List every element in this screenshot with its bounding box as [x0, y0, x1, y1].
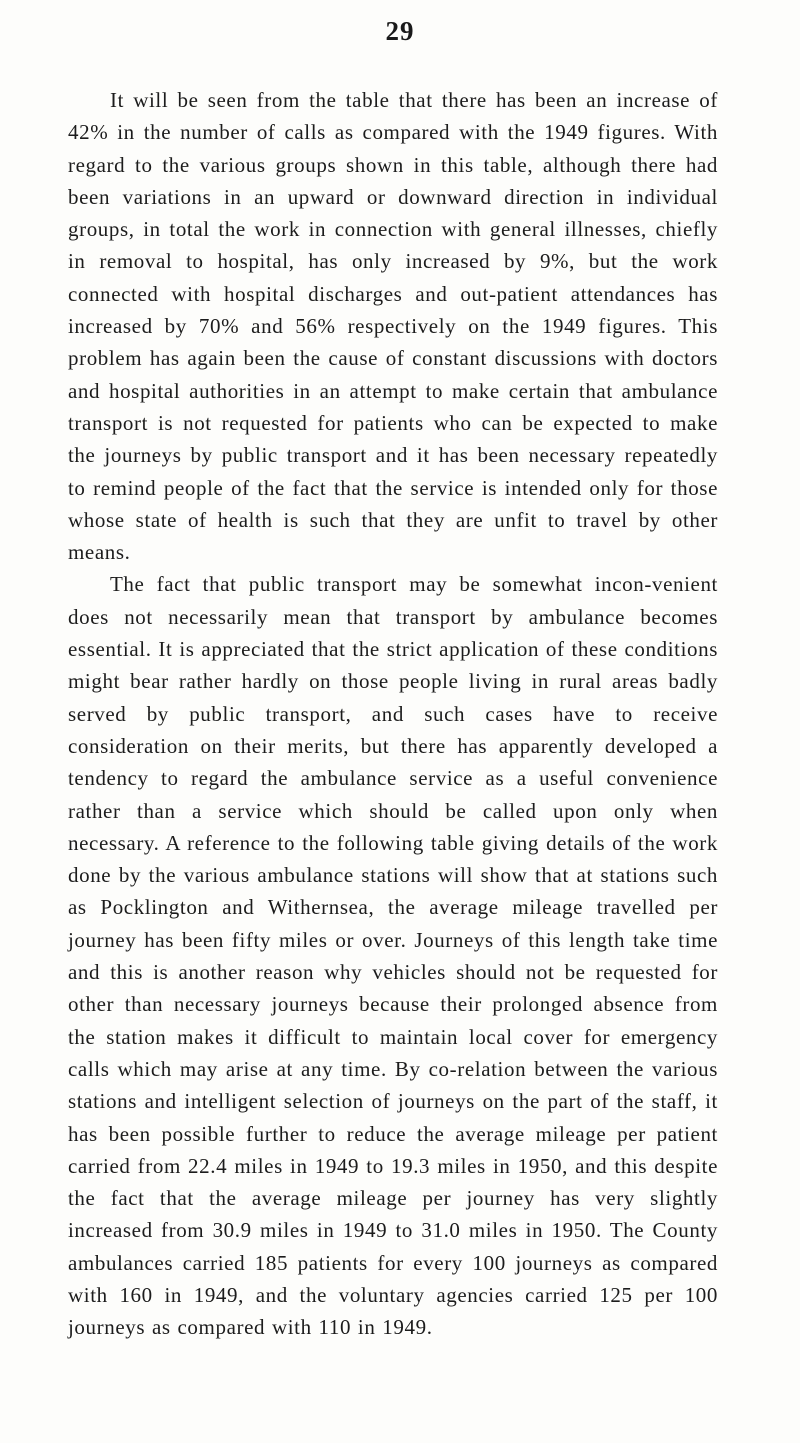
page-number: 29	[385, 16, 415, 46]
paragraph-1: It will be seen from the table that there has been an increase of 42% in the number of calls as compared with the 1949 figures. With regard to the various groups shown in this table, although there had been variations in an upward or downward direction in individual groups, in total the work in connection with general illnesses, chiefly in removal to hospital, has only increased by 9%, but the work connected with hospital discharges and out-patient attendances has increased by 70% and 56% respectively on the 1949 figures. This problem has again been the cause of constant discussions with doctors and hospital authorities in an attempt to make certain that ambulance transport is not requested for patients who can be expected to make the journeys by public transport and it has been necessary repeatedly to remind people of the fact that the service is intended only for those whose state of health is such that they are unfit to travel by other means.	[68, 88, 718, 565]
paragraph-2: The fact that public transport may be somewhat incon-venient does not necessarily mean that transport by ambulance becomes essential. It is appreciated that the strict application of these conditions might bear rather hardly on those people living in rural areas badly served by public transport, and such cases have to receive consideration on their merits, but there has apparently developed a tendency to regard the ambulance service as a useful convenience rather than a service which should be called upon only when necessary. A reference to the following table giving details of the work done by the various ambulance stations will show that at stations such as Pocklington and Withernsea, the average mileage travelled per journey has been fifty miles or over. Journeys of this length take time and this is another reason why vehicles should not be requested for other than necessary journeys because their prolonged absence from the station makes it difficult to maintain local cover for emergency calls which may arise at any time. By co-relation between the various stations and intelligent selection of journeys on the part of the staff, it has been possible further to reduce the average mileage per patient carried from 22.4 miles in 1949 to 19.3 miles in 1950, and this despite the fact that the average mileage per journey has very slightly increased from 30.9 miles in 1949 to 31.0 miles in 1950. The County ambulances carried 185 patients for every 100 journeys as compared with 160 in 1949, and the voluntary agencies carried 125 per 100 journeys as compared with 110 in 1949.	[68, 572, 718, 1340]
body-text	[68, 84, 718, 1344]
